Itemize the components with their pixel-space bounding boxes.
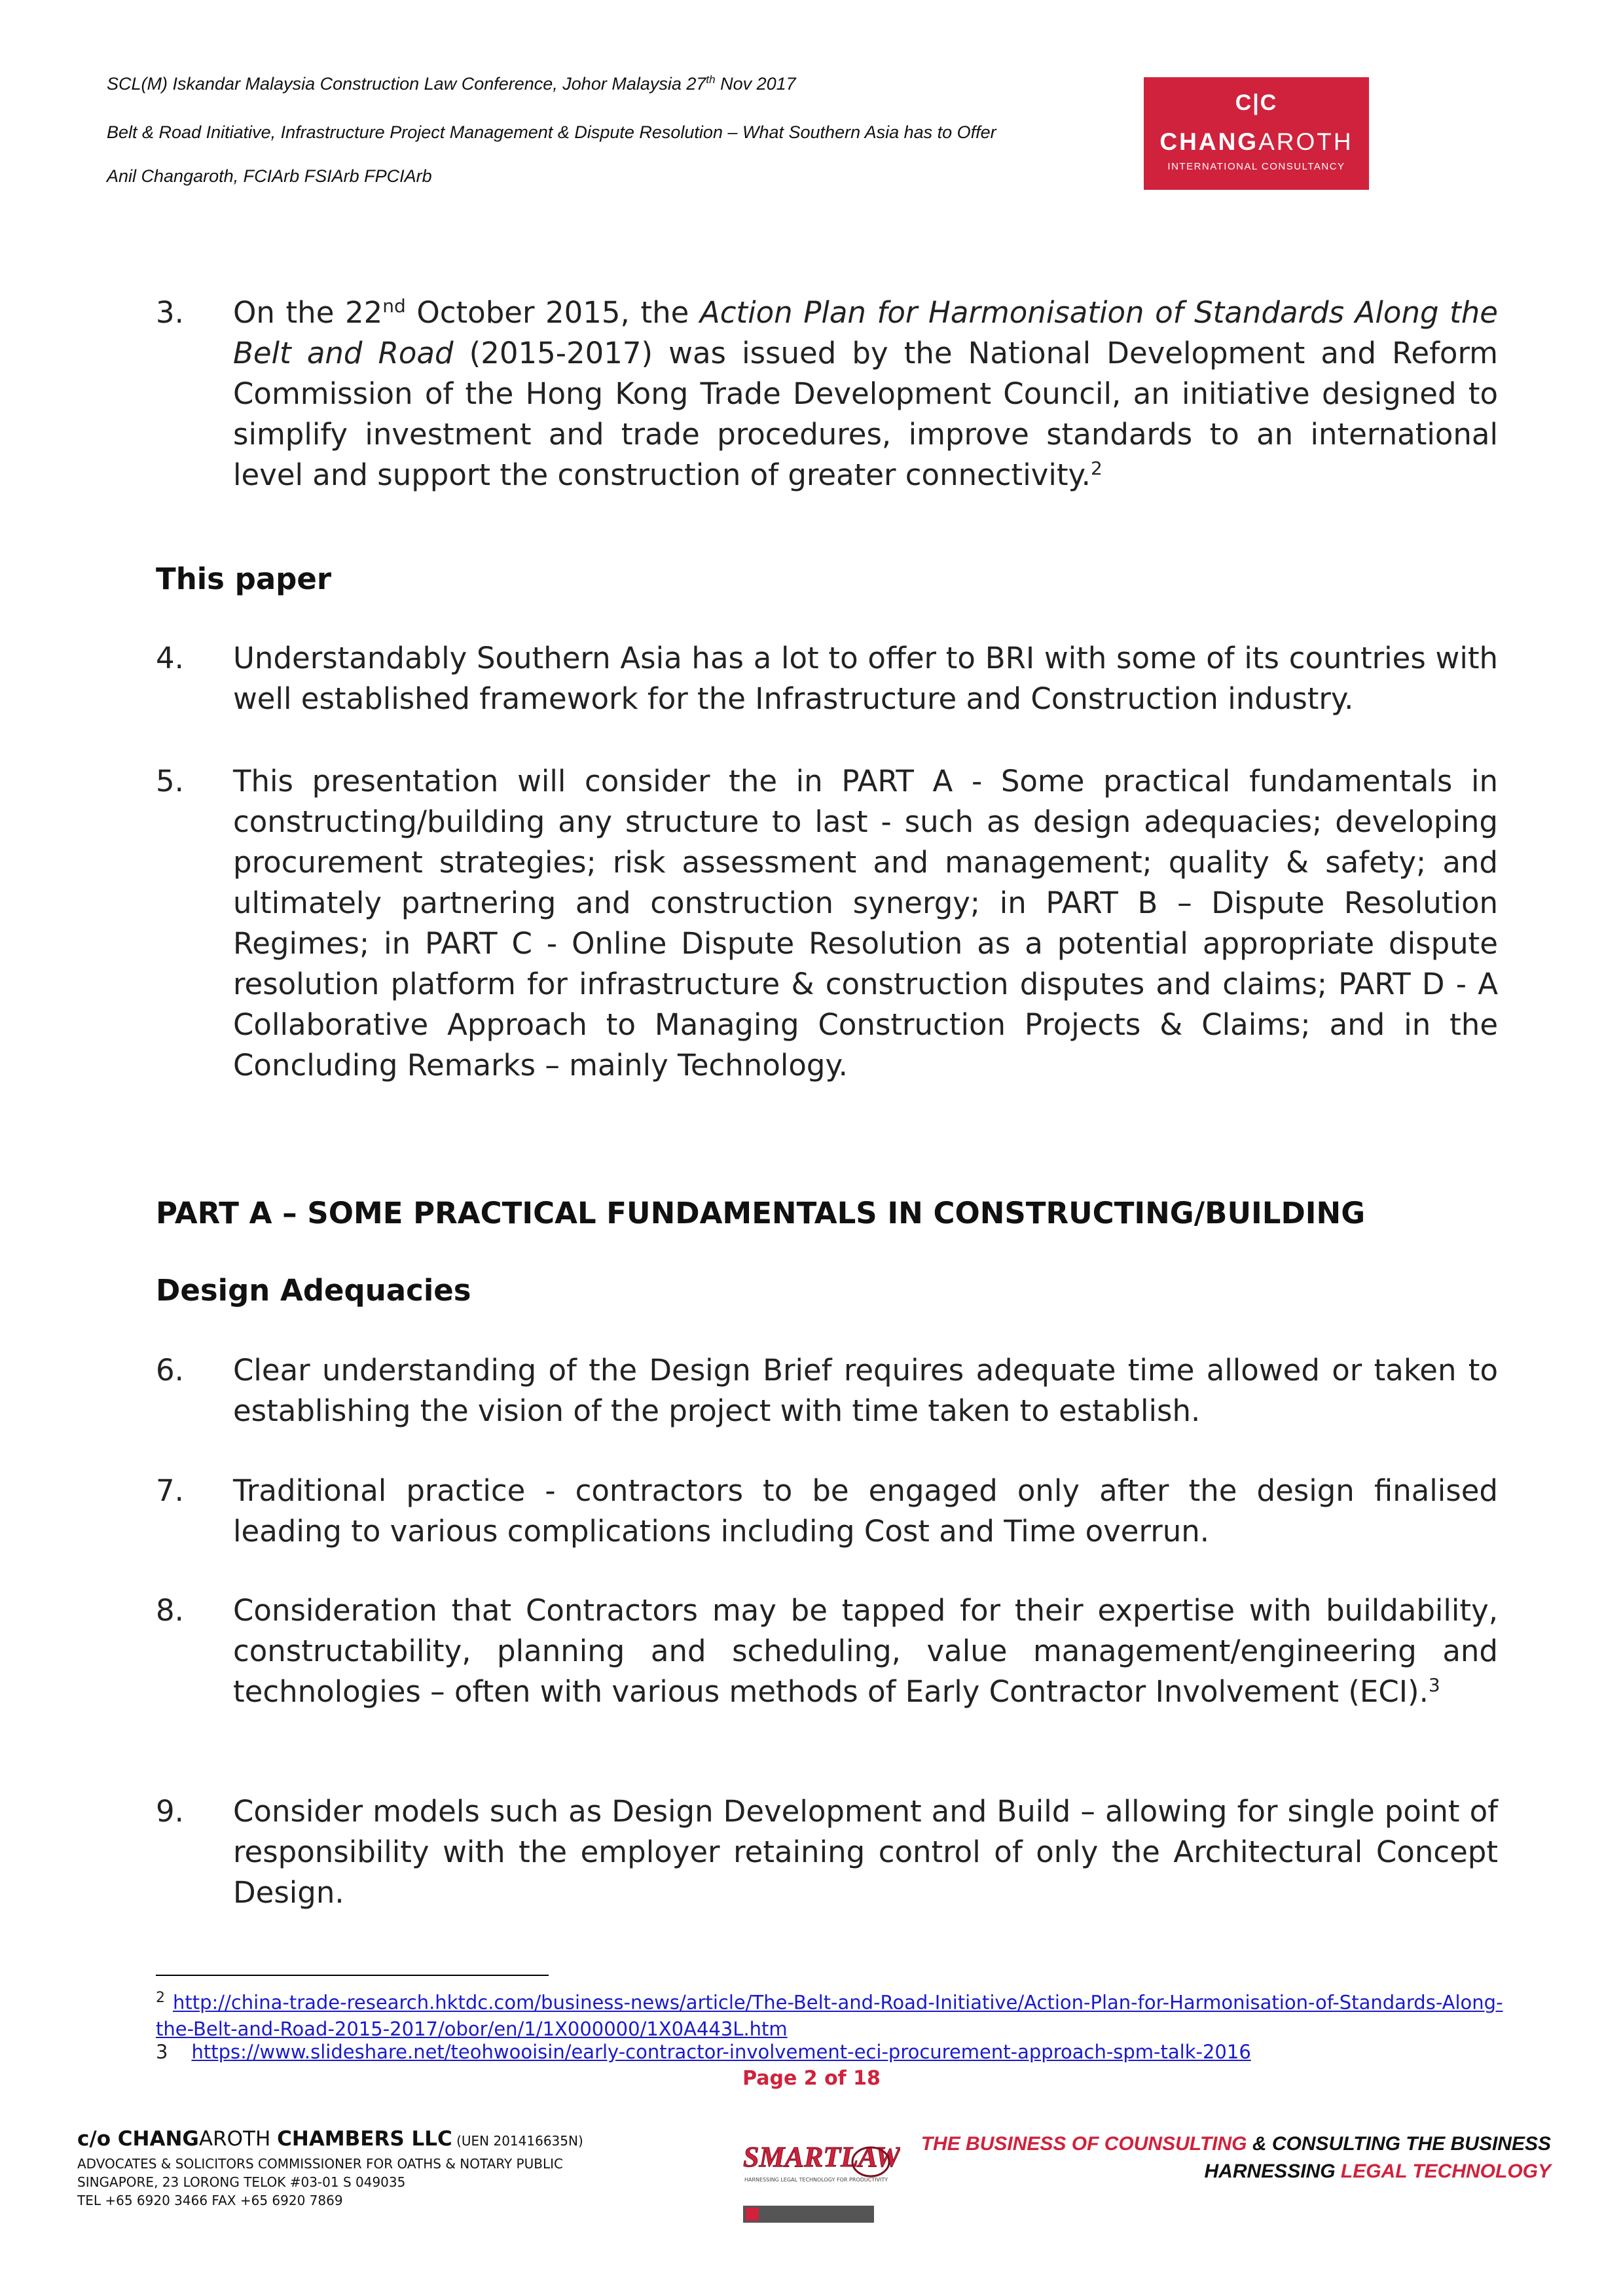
logo-name: CHANGAROTH [1159, 128, 1353, 155]
paragraph-8 [156, 1590, 1498, 1712]
paragraph-text: Traditional practice - contractors to be engaged only after the design finalised leading to various complications including Cost and Time overrun. [233, 1473, 1498, 1549]
footnote-number: 2 [156, 1990, 165, 2006]
paragraph-number: 6. [156, 1353, 184, 1388]
header-conference-line: SCL(M) Iskandar Malaysia Construction Law Conference, Johor Malaysia 27th Nov 2017 [107, 73, 796, 94]
footnote-2 [156, 1985, 1504, 2042]
footer-slogan [921, 2130, 1551, 2185]
footnote-divider [156, 1975, 549, 1976]
paragraph-7 [156, 1471, 1498, 1552]
paragraph-number: 4. [156, 641, 184, 675]
footnote-ref-3[interactable]: 3 [1428, 1674, 1440, 1696]
paragraph-text: On the 22nd October 2015, the Action Plan for Harmonisation of Standards Along the Belt and Road (2015-2017) was issued by the National Development and Reform Commission of the Hong Kong Trade Development Council, an initiative designed to simplify investment and trade procedures, improve standards to an international level and support the construction of greater connectivity.$^2$ [233, 295, 1498, 492]
footnote-ref-2[interactable]: 2 [1091, 457, 1103, 479]
paragraph-5 [156, 761, 1498, 1086]
smartlaw-logo [737, 2132, 900, 2231]
paragraph-4 [156, 638, 1498, 719]
firm-phone-fax: TEL +65 6920 3466 FAX +65 6920 7869 [77, 2193, 343, 2208]
firm-contact-block [77, 2127, 583, 2210]
logo-subtitle: INTERNATIONAL CONSULTANCY [1167, 161, 1345, 172]
paragraph-6 [156, 1350, 1498, 1431]
paragraph-number: 3. [156, 295, 184, 330]
slogan-line-2: HARNESSING LEGAL TECHNOLOGY [1204, 2161, 1551, 2182]
header-title-line: Belt & Road Initiative, Infrastructure Project Management & Dispute Resolution – What Southern Asia has to Offer [107, 122, 996, 142]
slogan-line-1: THE BUSINESS OF COUNSULTING & CONSULTING THE BUSINESS [921, 2133, 1551, 2155]
paragraph-text: Consideration that Contractors may be tapped for their expertise with buildability, constructability, planning and scheduling, value management/engineering and technologies – often with various methods of Early Contractor Involvement (ECI).$^3$ [233, 1593, 1498, 1709]
paragraph-text: Understandably Southern Asia has a lot to offer to BRI with some of its countries with well established framework for the Infrastructure and Construction industry. [233, 641, 1498, 716]
changaroth-logo [1144, 77, 1369, 190]
paragraph-text: This presentation will consider the in PART A - Some practical fundamentals in constructing/building any structure to last - such as design adequacies; developing procurement strategies; risk assessment and management; quality & safety; and ultimately partnering and construction synergy; in PART B – Dispute Resolution Regimes; in PART C - Online Dispute Resolution as a potential appropriate dispute resolution platform for infrastructure & construction disputes and claims; PART D - A Collaborative Approach to Managing Construction Projects & Claims; and in the Concluding Remarks – mainly Technology. [233, 764, 1498, 1083]
smartlaw-wordmark: SMARTLAW [743, 2141, 900, 2173]
firm-name: c/o CHANGAROTH CHAMBERS LLC (UEN 201416635N) [77, 2127, 583, 2151]
paragraph-text: Consider models such as Design Development and Build – allowing for single point of responsibility with the employer retaining control of only the Architectural Concept Design. [233, 1794, 1498, 1910]
footnote-number: 3 [156, 2041, 168, 2063]
footnote-3 [156, 2039, 1504, 2065]
page-number: Page 2 of 18 [742, 2067, 881, 2090]
smartlaw-logo-graphic [737, 2132, 900, 2231]
footnote-link[interactable]: https://www.slideshare.net/teohwooisin/early-contractor-involvement-eci-procurement-approach-spm-talk-2016 [191, 2041, 1251, 2063]
paragraph-3 [156, 293, 1498, 495]
smartlaw-tagline: HARNESSING LEGAL TECHNOLOGY FOR PRODUCTIVITY [744, 2177, 888, 2183]
heading-part-a: PART A – SOME PRACTICAL FUNDAMENTALS IN CONSTRUCTING/BUILDING [156, 1196, 1366, 1230]
paragraph-text: Clear understanding of the Design Brief requires adequate time allowed or taken to establishing the vision of the project with time taken to establish. [233, 1353, 1498, 1428]
logo-mark: C|C [1235, 90, 1278, 115]
paragraph-number: 7. [156, 1473, 184, 1508]
footnote-link[interactable]: http://china-trade-research.hktdc.com/business-news/article/The-Belt-and-Road-Initiative/Action-Plan-for-Harmonisation-of-Standards-Along-the-Belt-and-Road-2015-2017/obor/en/1/1X000000/1X0A443L.htm [156, 1991, 1503, 2040]
heading-design-adequacies: Design Adequacies [156, 1273, 471, 1308]
heading-this-paper: This paper [156, 562, 332, 596]
firm-practice: ADVOCATES & SOLICITORS COMMISSIONER FOR OATHS & NOTARY PUBLIC [77, 2156, 563, 2172]
paragraph-number: 5. [156, 764, 184, 798]
paragraph-number: 9. [156, 1794, 184, 1829]
paragraph-9 [156, 1791, 1498, 1913]
firm-address: SINGAPORE, 23 LORONG TELOK #03-01 S 049035 [77, 2174, 406, 2190]
header-author-line: Anil Changaroth, FCIArb FSIArb FPCIArb [107, 166, 432, 186]
paragraph-number: 8. [156, 1593, 184, 1628]
